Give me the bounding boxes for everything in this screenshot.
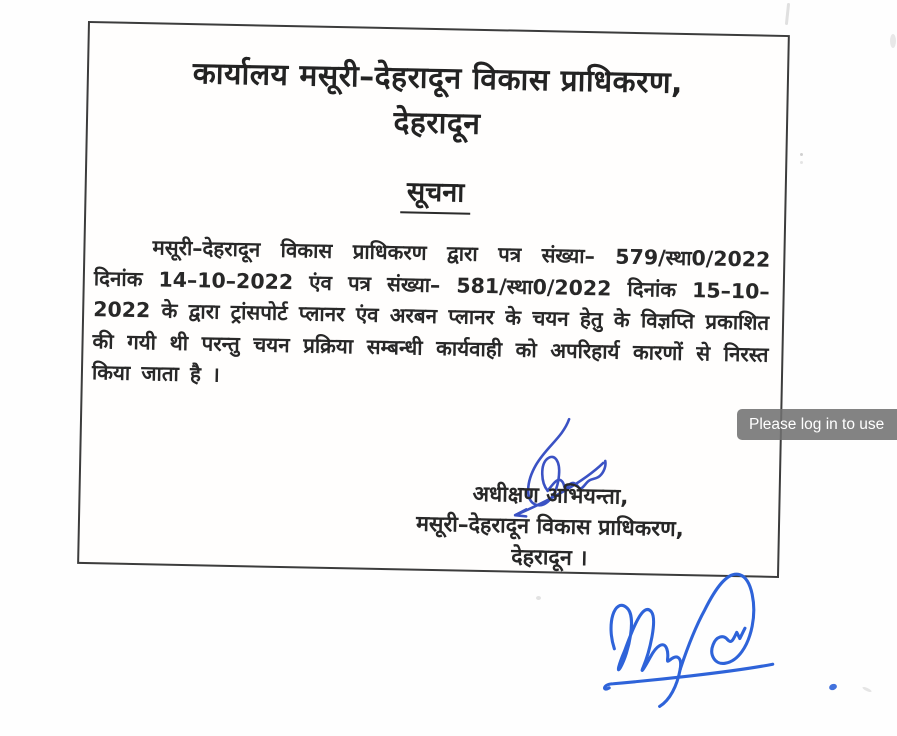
bottom-signature-icon xyxy=(602,566,782,711)
document-title-line1: कार्यालय मसूरी–देहरादून विकास प्राधिकरण, xyxy=(192,56,684,101)
notice-body-paragraph: मसूरी–देहरादून विकास प्राधिकरण द्वारा पत्र संख्या– 579/स्था0/2022 दिनांक 14–10–2022 एंव पत्र संख्या– 581/स्था0/2022 दिनांक 15–10–2022 के द्वारा ट्रांसपोर्ट प्लानर एंव अरबन प्लानर के चयन हेतु के विज्ञप्ति प्रकाशित की गयी थी परन्तु चयन प्रक्रिया सम्बन्धी कार्यवाही को अपरिहार्य कारणों से निरस्त किया जाता है । xyxy=(91,235,771,387)
ink-dot xyxy=(828,683,838,691)
scan-artifact xyxy=(536,596,541,600)
scan-artifact xyxy=(800,153,803,156)
signatory-organization: मसूरी–देहरादून विकास प्राधिकरण, xyxy=(415,511,685,543)
signature-block xyxy=(369,477,731,577)
scan-artifact xyxy=(890,34,896,48)
document-title-line2: देहरादून xyxy=(393,105,481,142)
notice-document xyxy=(77,21,790,578)
login-required-tooltip xyxy=(737,409,897,440)
document-title xyxy=(88,49,788,153)
document-subject-heading: सूचना xyxy=(401,171,471,214)
scan-artifact xyxy=(785,3,790,25)
scan-artifact xyxy=(862,686,872,693)
signatory-place: देहरादून । xyxy=(510,544,588,572)
login-required-tooltip-text: Please log in to use xyxy=(749,416,885,433)
signatory-designation: अधीक्षण अभियन्ता, xyxy=(472,481,629,510)
